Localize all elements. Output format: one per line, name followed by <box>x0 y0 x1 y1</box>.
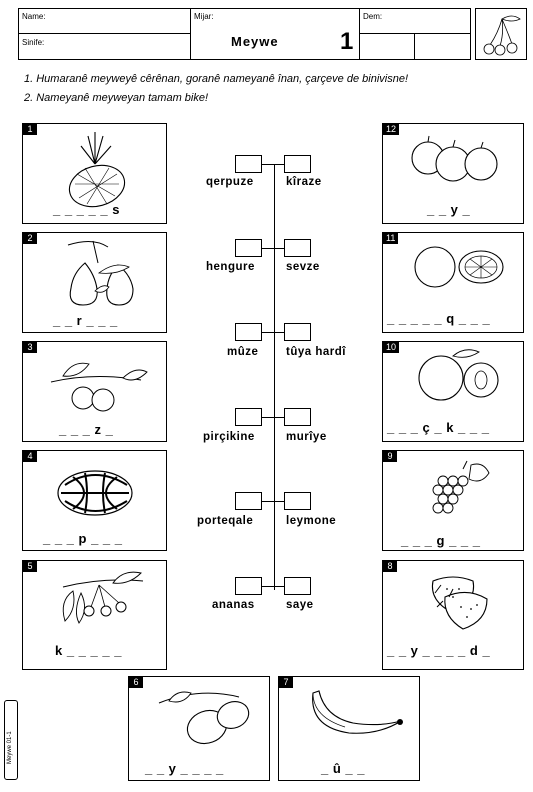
fruit-card-6 <box>128 676 270 781</box>
card-number: 4 <box>23 451 37 462</box>
card-word-blank[interactable]: _ _ _ p _ _ _ <box>43 531 123 546</box>
instruction-2: 2. Nameyanê meyweyan tamam bike! <box>24 92 209 104</box>
card-word-blank[interactable]: _ _ _ ç _ k _ _ _ <box>387 420 490 435</box>
answer-box-left[interactable] <box>235 239 262 257</box>
age-label: Mijar: <box>194 12 214 21</box>
fruit-card-4 <box>22 450 167 551</box>
header-divider-horizontal <box>18 33 190 34</box>
card-number: 9 <box>383 451 397 462</box>
card-number: 6 <box>129 677 143 688</box>
fruit-card-2 <box>22 232 167 333</box>
fruit-card-10 <box>382 341 524 442</box>
fruit-card-3 <box>22 341 167 442</box>
card-number: 10 <box>383 342 399 353</box>
header-divider-2 <box>359 8 360 60</box>
fruit-card-8 <box>382 560 524 670</box>
word-left: ananas <box>212 599 255 611</box>
word-left: hengure <box>206 261 255 273</box>
answer-box-left[interactable] <box>235 492 262 510</box>
answer-box-left[interactable] <box>235 408 262 426</box>
word-right: sevze <box>286 261 320 273</box>
fruit-card-7 <box>278 676 420 781</box>
connector-line <box>262 501 284 502</box>
card-number: 5 <box>23 561 37 572</box>
time-label: Dem: <box>363 12 383 21</box>
connector-line <box>262 586 284 587</box>
answer-box-right[interactable] <box>284 239 311 257</box>
fruit-card-1 <box>22 123 167 224</box>
header-divider-3 <box>414 33 415 60</box>
answer-box-right[interactable] <box>284 492 311 510</box>
header-divider-horizontal-2 <box>359 33 471 34</box>
word-right: leymone <box>286 515 337 527</box>
footer-code: Meywe 01-1 <box>7 731 13 764</box>
answer-box-left[interactable] <box>235 577 262 595</box>
answer-box-left[interactable] <box>235 155 262 173</box>
word-right: tûya hardî <box>286 346 346 358</box>
cherry-icon <box>476 9 528 61</box>
card-word-blank[interactable]: _ _ y _ _ _ _ d _ <box>387 643 491 658</box>
card-word-blank[interactable]: _ _ y _ <box>427 202 471 217</box>
word-left: porteqale <box>197 515 254 527</box>
name-label: Name: <box>22 12 46 21</box>
fruit-card-9 <box>382 450 524 551</box>
answer-box-right[interactable] <box>284 408 311 426</box>
answer-box-left[interactable] <box>235 323 262 341</box>
card-word-blank[interactable]: _ _ _ z _ <box>59 422 114 437</box>
connector-line <box>262 417 284 418</box>
connector-line <box>262 332 284 333</box>
sheet-number: 1 <box>340 28 354 55</box>
word-right: kîraze <box>286 176 322 188</box>
card-word-blank[interactable]: _ _ y _ _ _ _ <box>145 761 224 776</box>
header-divider-1 <box>190 8 191 60</box>
word-left: mûze <box>227 346 259 358</box>
card-word-blank[interactable]: _ _ _ _ _ q _ _ _ <box>387 311 491 326</box>
answer-box-right[interactable] <box>284 323 311 341</box>
card-word-blank[interactable]: _ _ _ _ _ s <box>53 202 120 217</box>
card-word-blank[interactable]: _ û _ _ <box>321 761 365 776</box>
fruit-card-12 <box>382 123 524 224</box>
card-word-blank[interactable]: _ _ r _ _ _ <box>53 313 118 328</box>
card-word-blank[interactable]: _ _ _ g _ _ _ <box>401 533 481 548</box>
page-title: Meywe <box>231 34 279 49</box>
card-number: 11 <box>383 233 398 244</box>
connector-line <box>262 164 284 165</box>
header-icon-box <box>475 8 527 60</box>
card-number: 1 <box>23 124 37 135</box>
card-number: 8 <box>383 561 397 572</box>
card-number: 12 <box>383 124 399 135</box>
fruit-card-11 <box>382 232 524 333</box>
word-left: pirçikine <box>203 431 255 443</box>
word-right: saye <box>286 599 314 611</box>
answer-box-right[interactable] <box>284 577 311 595</box>
center-vertical-line <box>274 164 275 590</box>
card-number: 2 <box>23 233 37 244</box>
card-number: 3 <box>23 342 37 353</box>
card-word-blank[interactable]: k _ _ _ _ _ <box>55 643 122 658</box>
fruit-card-5 <box>22 560 167 670</box>
card-number: 7 <box>279 677 293 688</box>
answer-box-right[interactable] <box>284 155 311 173</box>
instruction-1: 1. Humaranê meyweyê cêrênan, goranê nameyanê înan, çarçeve de binivisne! <box>24 73 409 85</box>
class-label: Sinife: <box>22 38 45 47</box>
word-left: qerpuze <box>206 176 254 188</box>
word-right: murîye <box>286 431 327 443</box>
connector-line <box>262 248 284 249</box>
